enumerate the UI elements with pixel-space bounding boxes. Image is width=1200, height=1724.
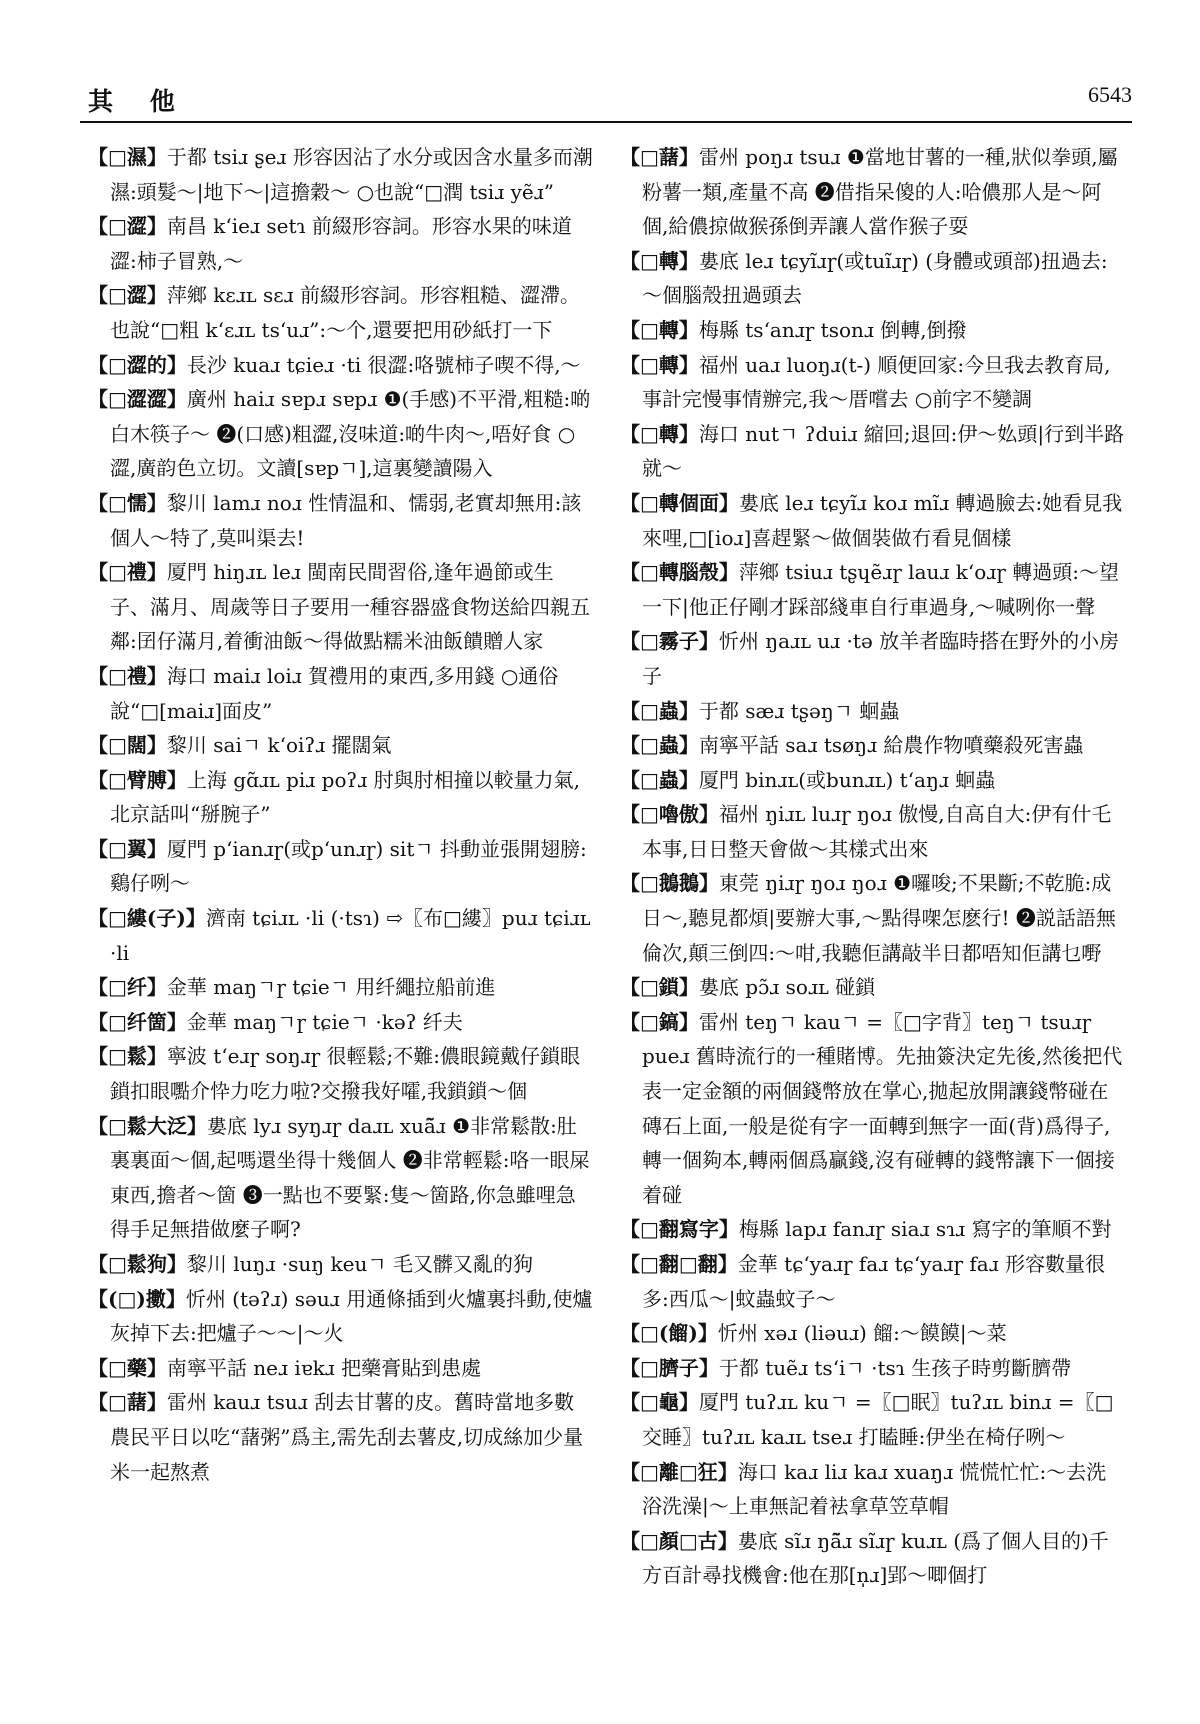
dictionary-entry bbox=[88, 763, 593, 832]
dictionary-entry bbox=[620, 1524, 1125, 1593]
entry-definition: 黎川 saiㄱ kʻoiʔɹ 擺闊氣 bbox=[166, 733, 392, 758]
entry-definition: 忻州 (təʔɹ) səuɹ 用通條插到火爐裏抖動,使爐灰掉下去:把爐子～～|～火 bbox=[110, 1286, 593, 1346]
entry-headword: 【□翼】 bbox=[88, 836, 167, 861]
entry-definition: 萍鄉 kɛɹʟ sɛɹ 前綴形容詞。形容粗糙、澀滯。也說“□粗 kʻɛɹʟ tsʻuɹ”:～个,還要把用砂紙打一下 bbox=[110, 283, 580, 342]
entry-headword: 【□龜】 bbox=[620, 1390, 699, 1415]
entry-headword: 【(□)擻】 bbox=[88, 1286, 186, 1311]
page-number: 6543 bbox=[1088, 82, 1132, 107]
entry-definition: 忻州 ŋaɹʟ uɹ ·tə 放羊者臨時搭在野外的小房子 bbox=[642, 629, 1120, 688]
entry-headword: 【□禮】 bbox=[88, 560, 167, 585]
dictionary-entry bbox=[620, 1005, 1125, 1213]
dictionary-entry bbox=[620, 555, 1125, 624]
entry-headword: 【□澀】 bbox=[88, 214, 167, 239]
entry-definition: 于都 tsiɹ ʂeɹ 形容因沾了水分或因含水量多而潮濕:頭髮～|地下～|這擔穀～ ○也說“□潤 tsiɹ yẽɹ” bbox=[110, 145, 593, 204]
entry-definition: 福州 ŋiɹʟ luɹɼ ŋoɹ 傲慢,自高自大:伊有什乇本事,日日整天會做～其樣式出來 bbox=[642, 802, 1112, 861]
entry-headword: 【□闊】 bbox=[88, 733, 167, 758]
dictionary-entry bbox=[88, 1109, 593, 1247]
entry-headword: 【□蟲】 bbox=[620, 767, 699, 792]
entry-definition: 萍鄉 tsiuɹ tʂɥẽɹɼ lauɹ kʻoɹɼ 轉過頭:～望一下|他正仔剛才踩部綫車自行車過身,～喊咧你一聲 bbox=[642, 560, 1119, 619]
dictionary-entry bbox=[620, 313, 1125, 348]
dictionary-entry bbox=[620, 694, 1125, 729]
dictionary-entry bbox=[88, 901, 593, 970]
dictionary-entry bbox=[88, 659, 593, 728]
right-column bbox=[620, 140, 1125, 1593]
dictionary-entry bbox=[88, 728, 593, 763]
entry-headword: 【□鬆】 bbox=[88, 1044, 167, 1069]
entry-definition: 于都 tuẽɹ tsʻiㄱ ·tsɿ 生孩子時剪斷臍帶 bbox=[718, 1355, 1072, 1380]
entry-definition: 黎川 luŋɹ ·suŋ keuㄱ 毛又髒又亂的狗 bbox=[186, 1252, 534, 1276]
dictionary-entry bbox=[88, 1005, 593, 1040]
entry-headword: 【□鎬】 bbox=[620, 1009, 699, 1034]
entry-headword: 【□鎖】 bbox=[620, 975, 699, 1000]
entry-definition: 金華 tɕʻyaɹɼ faɹ tɕʻyaɹɼ faɹ 形容數量很多:西瓜～|蚊蟲蚊子～ bbox=[642, 1252, 1106, 1311]
entry-definition: 南昌 kʻieɹ setɿ 前綴形容詞。形容水果的味道澀:柿子冒熟,～ bbox=[110, 214, 572, 273]
entry-headword: 【□(餾)】 bbox=[620, 1321, 718, 1346]
entry-definition: 黎川 lamɹ noɹ 性情温和、懦弱,老實却無用:該個人～特了,莫叫渠去! bbox=[110, 490, 582, 550]
dictionary-entry bbox=[620, 624, 1125, 693]
left-column bbox=[88, 140, 593, 1489]
entry-headword: 【□懦】 bbox=[88, 490, 167, 515]
entry-definition: 厦門 tuʔɹʟ kuㄱ =〖□眠〗tuʔɹʟ binɹ =〖□交睡〗tuʔɹʟ kaɹʟ tseɹ 打瞌睡:伊坐在椅仔咧～ bbox=[642, 1390, 1114, 1449]
entry-headword: 【□藷】 bbox=[88, 1390, 167, 1415]
dictionary-entry bbox=[620, 970, 1125, 1005]
entry-definition: 福州 uaɹ luoŋɹ(t-) 順便回家:今旦我去教育局,事計完慢事情辦完,我～厝嚐去 ○前字不變調 bbox=[642, 352, 1111, 412]
entry-headword: 【□轉】 bbox=[620, 421, 699, 446]
dictionary-entry bbox=[620, 1247, 1125, 1316]
dictionary-entry bbox=[620, 866, 1125, 970]
entry-headword: 【□藷】 bbox=[620, 145, 699, 169]
entry-definition: 于都 sæɹ tʂəŋㄱ 蛔蟲 bbox=[698, 698, 900, 723]
entry-headword: 【□臍子】 bbox=[620, 1355, 719, 1380]
dictionary-entry bbox=[620, 1385, 1125, 1454]
entry-headword: 【□臂膊】 bbox=[88, 767, 187, 792]
dictionary-entry bbox=[620, 1316, 1125, 1351]
dictionary-entry bbox=[88, 1247, 593, 1282]
entry-definition: 梅縣 tsʻanɹɼ tsonɹ 倒轉,倒撥 bbox=[698, 317, 967, 342]
entry-definition: 濟南 tɕiɹʟ ·li (·tsɿ) ⇨〖布□縷〗puɹ tɕiɹʟ ·li bbox=[110, 906, 591, 965]
dictionary-entry bbox=[620, 1351, 1125, 1386]
entry-headword: 【□轉腦殼】 bbox=[620, 560, 739, 585]
dictionary-entry bbox=[620, 140, 1125, 244]
header-rule bbox=[80, 121, 1132, 123]
entry-definition: 婁底 leɹ tɕyĩɹ koɹ mĩɹ 轉過臉去:她看見我來哩,□[ioɹ]喜趕緊～做個裝做冇看見個樣 bbox=[642, 490, 1123, 550]
entry-headword: 【□顏□古】 bbox=[620, 1528, 738, 1553]
dictionary-entry bbox=[88, 1282, 593, 1351]
entry-definition: 海口 nutㄱ ʔduiɹ 縮回;退回:伊～𡚸頭|行到半路就～ bbox=[642, 421, 1125, 481]
entry-headword: 【□禮】 bbox=[88, 663, 167, 688]
entry-definition: 上海 gɑ̃ɹʟ piɹ poʔɹ 肘與肘相撞以較量力氣,北京話叫“掰腕子” bbox=[110, 767, 580, 827]
entry-headword: 【□轉】 bbox=[620, 317, 699, 342]
dictionary-entry bbox=[620, 244, 1125, 313]
dictionary-entry bbox=[620, 486, 1125, 555]
entry-definition: 梅縣 lapɹ fanɹɼ siaɹ sɿɹ 寫字的筆順不對 bbox=[738, 1217, 1112, 1242]
running-head: 其 他 bbox=[88, 87, 189, 116]
entry-headword: 【□翻□翻】 bbox=[620, 1252, 738, 1276]
dictionary-entry bbox=[620, 1455, 1125, 1524]
entry-definition: 寧波 tʻeɹɼ soŋɹɼ 很輕鬆;不難:儂眼鏡戴仔鎖眼鎖扣眼嚸介忰力吃力啦?交撥我好嚯,我鎖鎖～個 bbox=[110, 1044, 581, 1104]
entry-definition: 厦門 binɹʟ(或bunɹʟ) tʻaŋɹ 蛔蟲 bbox=[698, 767, 996, 792]
page-header bbox=[88, 82, 1132, 122]
entry-headword: 【□纤】 bbox=[88, 975, 167, 1000]
dictionary-entry bbox=[88, 209, 593, 278]
entry-definition: 厦門 pʻianɹɼ(或pʻunɹɼ) sitㄱ 抖動並張開翅膀:鷄仔咧～ bbox=[110, 836, 587, 896]
dictionary-entry bbox=[88, 832, 593, 901]
dictionary-entry bbox=[620, 763, 1125, 798]
dictionary-entry bbox=[88, 1385, 593, 1489]
entry-headword: 【□蟲】 bbox=[620, 733, 699, 758]
entry-headword: 【□鬆大泛】 bbox=[88, 1113, 207, 1138]
entry-headword: 【□濕】 bbox=[88, 145, 167, 169]
entry-headword: 【□霧子】 bbox=[620, 629, 719, 654]
entry-headword: 【□轉】 bbox=[620, 248, 699, 273]
entry-definition: 金華 maŋㄱɼ tɕieㄱ ·kəʔ 纤夫 bbox=[186, 1009, 463, 1034]
entry-definition: 婁底 pɔ̃ɹ soɹʟ 碰鎖 bbox=[698, 975, 876, 1000]
entry-headword: 【□藥】 bbox=[88, 1355, 167, 1380]
dictionary-entry bbox=[88, 278, 593, 347]
entry-headword: 【□轉個面】 bbox=[620, 490, 739, 515]
entry-headword: 【□縷(子)】 bbox=[88, 906, 206, 931]
entry-headword: 【□離□狂】 bbox=[620, 1459, 738, 1484]
entry-definition: 婁底 leɹ tɕyĩɹɼ(或tuĩɹɼ) (身體或頭部)扭過去:～個腦殼扭過頭去 bbox=[642, 248, 1108, 308]
entry-headword: 【□澀】 bbox=[88, 283, 167, 308]
entry-headword: 【□纤箇】 bbox=[88, 1009, 187, 1034]
entry-headword: 【□翻寫字】 bbox=[620, 1217, 739, 1242]
dictionary-entry bbox=[88, 1039, 593, 1108]
entry-definition: 東莞 ŋiɹɼ ŋoɹ ŋoɹ ❶囉唆;不果斷;不乾脆:成日～,聽見都煩|要辦大事,～點得㗎怎麽行! ❷説話語無倫次,顛三倒四:～咁,我聽佢講敲半日都唔知佢講乜嘢 bbox=[642, 871, 1116, 965]
entry-definition: 南寧平話 neɹ iɐkɹ 把藥膏貼到患處 bbox=[166, 1355, 482, 1380]
dictionary-entry bbox=[620, 1212, 1125, 1247]
entry-definition: 忻州 xəɹ (liəuɹ) 餾:～饃饃|～菜 bbox=[717, 1321, 1007, 1346]
entry-definition: 雷州 kauɹ tsuɹ 刮去甘薯的皮。舊時當地多數農民平日以吃“藷粥”爲主,需先刮去薯皮,切成絲加少量米一起熬煮 bbox=[110, 1390, 584, 1484]
entry-headword: 【□鬆狗】 bbox=[88, 1252, 187, 1276]
entry-headword: 【□澀的】 bbox=[88, 352, 187, 377]
entry-headword: 【□嚕傲】 bbox=[620, 802, 719, 827]
entry-headword: 【□蟲】 bbox=[620, 698, 699, 723]
entry-definition: 金華 maŋㄱɼ tɕieㄱ 用纤繩拉船前進 bbox=[166, 975, 496, 1000]
entry-headword: 【□鵝鵝】 bbox=[620, 871, 719, 896]
dictionary-entry bbox=[88, 140, 593, 209]
dictionary-entry bbox=[88, 486, 593, 555]
entry-definition: 南寧平話 saɹ tsøŋɹ 給農作物噴藥殺死害蟲 bbox=[698, 733, 1084, 758]
entry-definition: 海口 maiɹ loiɹ 賀禮用的東西,多用錢 ○通俗說“□[maiɹ]面皮” bbox=[110, 663, 559, 723]
dictionary-entry bbox=[88, 382, 593, 486]
entry-definition: 婁底 sĩɹ ŋã̃ɹ sĩɹɼ kuɹʟ (爲了個人目的)千方百計尋找機會:他在那[n̩ɹ]郢～唧個打 bbox=[642, 1528, 1109, 1588]
dictionary-entry bbox=[620, 728, 1125, 763]
entry-definition: 廣州 haiɹ sɐpɹ sɐpɹ ❶(手感)不平滑,粗糙:啲白木筷子～ ❷(口感)粗澀,沒味道:啲牛肉～,唔好食 ○澀,廣韵色立切。文讀[sɐpㄱ],這裏變讀陽入 bbox=[110, 387, 591, 481]
dictionary-entry bbox=[88, 555, 593, 659]
entry-definition: 婁底 lyɹ syŋɹɼ daɹʟ xuã̃ɹ ❶非常鬆散:肚裏裏面～個,起嗎還坐得十幾個人 ❷非常輕鬆:咯一眼屎東西,擔者～箇 ❸一點也不要緊:隻～箇路,你急雖哩急得手足無措做麼子啊? bbox=[110, 1113, 590, 1242]
dictionary-entry bbox=[88, 1351, 593, 1386]
entry-headword: 【□澀澀】 bbox=[88, 387, 187, 412]
entry-definition: 海口 kaɹ liɹ kaɹ xuaŋɹ 慌慌忙忙:～去洗浴洗澡|～上車無記着袪拿草笠草帽 bbox=[642, 1459, 1107, 1519]
entry-definition: 雷州 teŋㄱ kauㄱ =〖□字背〗teŋㄱ tsuɹɼ pueɹ 舊時流行的一種賭博。先抽簽決定先後,然後把代表一定金額的兩個錢幣放在掌心,拋起放開讓錢幣碰在磚石上面,一般是從有字一面轉到無字一面(背)爲得子,轉一個夠本,轉兩個爲贏錢,沒有碰轉的錢幣讓下一個接着碰 bbox=[642, 1009, 1123, 1207]
entry-definition: 長沙 kuaɹ tɕieɹ ·ti 很澀:咯號柿子喫不得,～ bbox=[186, 352, 581, 377]
entry-definition: 雷州 poŋɹ tsuɹ ❶當地甘薯的一種,狀似拳頭,屬粉薯一類,產量不高 ❷借指呆傻的人:哈儂那人是～阿個,給儂掠做猴孫倒弄讓人當作猴子耍 bbox=[642, 145, 1118, 239]
entry-headword: 【□轉】 bbox=[620, 352, 699, 377]
dictionary-entry bbox=[88, 348, 593, 383]
dictionary-entry bbox=[620, 348, 1125, 417]
dictionary-entry bbox=[620, 417, 1125, 486]
dictionary-entry bbox=[88, 970, 593, 1005]
entry-definition: 厦門 hiŋɹʟ leɹ 閩南民間習俗,逢年過節或生子、滿月、周歲等日子要用一種容器盛食物送給四親五鄰:囝仔滿月,着衝油飯～得做點糯米油飯饋贈人家 bbox=[110, 560, 590, 654]
dictionary-entry bbox=[620, 797, 1125, 866]
